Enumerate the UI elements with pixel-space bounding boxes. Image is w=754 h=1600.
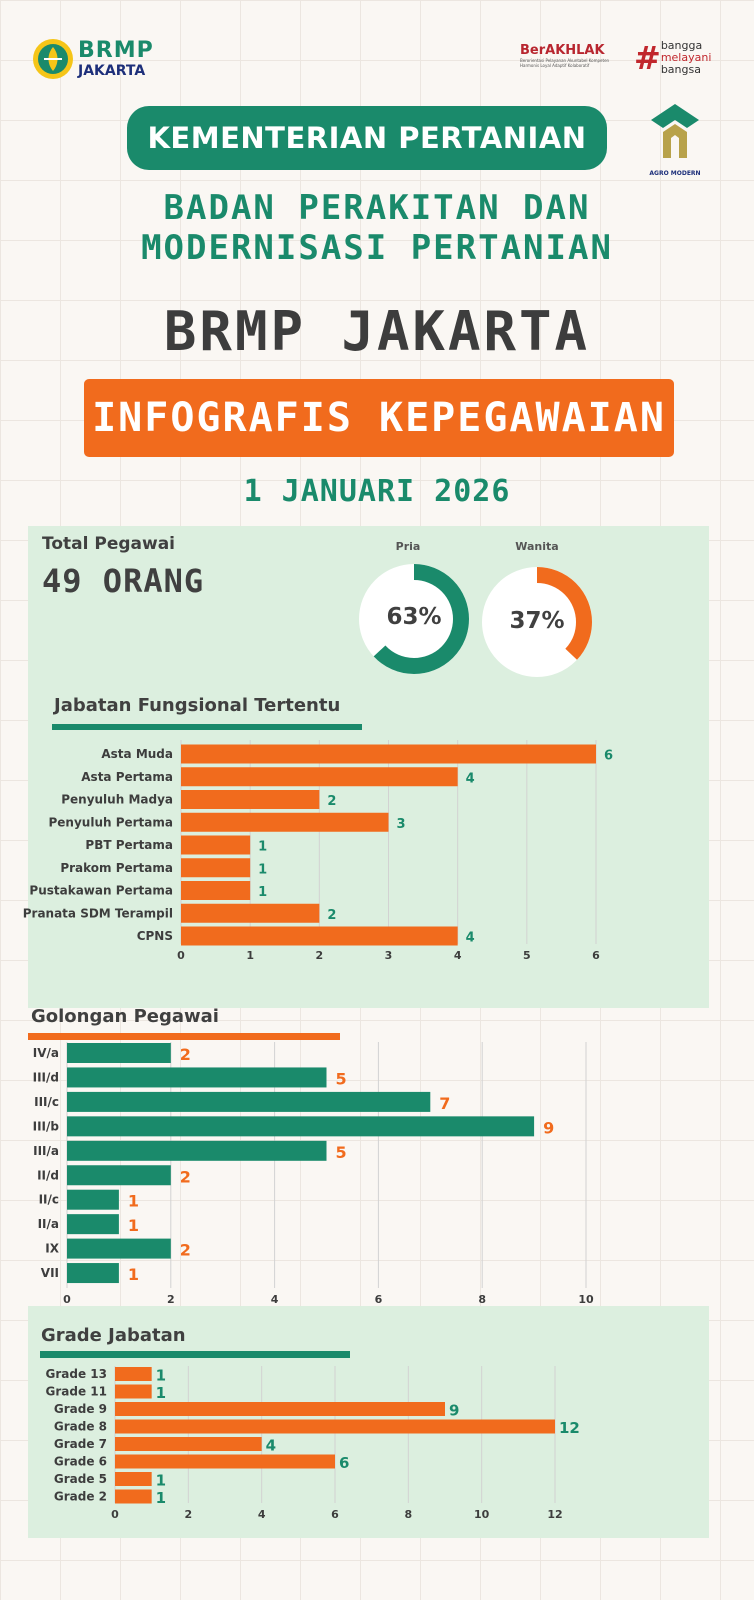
value-label: 6: [339, 1454, 350, 1472]
x-tick-label: 3: [384, 949, 393, 962]
x-tick-label: 5: [523, 949, 531, 962]
berakhlak-text: BerAKHLAK: [520, 43, 605, 58]
category-label: VII: [40, 1266, 59, 1281]
x-tick-label: 0: [63, 1293, 71, 1306]
x-tick-label: 8: [478, 1293, 487, 1306]
bangsa-word: bangsa: [660, 63, 701, 76]
date-label: 1 JANUARI 2026: [243, 474, 511, 509]
kementerian-banner: KEMENTERIAN PERTANIAN: [127, 106, 607, 170]
total-pegawai-value: 49 ORANG: [42, 562, 205, 600]
category-label: II/a: [37, 1217, 59, 1232]
category-label: PBT Pertama: [85, 838, 173, 852]
x-tick-label: 1: [246, 949, 254, 962]
category-label: Grade 7: [53, 1437, 107, 1451]
value-label: 9: [543, 1118, 555, 1138]
category-label: Grade 8: [53, 1419, 107, 1434]
bar: [115, 1455, 335, 1469]
wanita-percent: 37%: [509, 608, 565, 634]
value-label: 1: [155, 1366, 167, 1385]
logo-line1: BRMP: [78, 38, 154, 63]
value-label: 2: [179, 1167, 191, 1187]
value-label: 6: [604, 748, 614, 764]
x-tick-label: 10: [474, 1508, 490, 1521]
category-label: IX: [45, 1241, 59, 1256]
berakhlak-subtext: Berorientasi Pelayanan Akuntabel Kompeten Harmonis Loyal Adaptif Kolaboratif: [520, 58, 610, 68]
category-label: II/c: [38, 1192, 59, 1207]
category-label: Grade 11: [45, 1384, 107, 1399]
value-label: 1: [258, 885, 268, 900]
x-tick-label: 6: [374, 1293, 383, 1306]
value-label: 4: [465, 930, 475, 946]
value-label: 1: [127, 1191, 140, 1211]
value-label: 4: [465, 771, 475, 787]
value-label: 1: [155, 1384, 167, 1402]
agro-modern-label: AGRO MODERN: [649, 170, 701, 177]
value-label: 7: [439, 1093, 451, 1113]
value-label: 1: [127, 1265, 140, 1285]
grade-chart-title: Grade Jabatan: [41, 1325, 186, 1346]
category-label: Asta Pertama: [81, 769, 173, 784]
x-tick-label: 4: [257, 1508, 266, 1521]
badan-line2: MODERNISASI PERTANIAN: [141, 228, 613, 268]
melayani-word: melayani: [660, 51, 712, 64]
value-label: 1: [127, 1216, 140, 1236]
x-tick-label: 8: [404, 1508, 413, 1521]
logo-line2: JAKARTA: [78, 63, 146, 79]
pria-label: Pria: [395, 540, 421, 553]
category-label: IV/a: [32, 1046, 59, 1060]
value-label: 1: [155, 1471, 167, 1490]
category-label: Pranata SDM Terampil: [22, 906, 173, 921]
category-label: III/c: [34, 1094, 59, 1109]
value-label: 2: [327, 794, 337, 809]
category-label: Grade 13: [45, 1367, 107, 1381]
x-tick-label: 10: [578, 1293, 594, 1306]
value-label: 9: [449, 1401, 460, 1420]
category-label: III/a: [33, 1143, 59, 1158]
value-label: 2: [179, 1240, 191, 1260]
category-label: Grade 5: [53, 1472, 107, 1486]
badan-line1: BADAN PERAKITAN DAN: [163, 188, 591, 228]
category-label: Grade 9: [53, 1402, 107, 1416]
bar: [115, 1367, 152, 1381]
value-label: 12: [559, 1419, 580, 1437]
infografis-banner: INFOGRAFIS KEPEGAWAIAN: [84, 379, 674, 457]
x-tick-label: 4: [270, 1293, 279, 1306]
x-tick-label: 0: [177, 949, 185, 962]
category-label: III/d: [32, 1070, 59, 1085]
bar: [115, 1402, 445, 1416]
value-label: 4: [265, 1436, 277, 1455]
bar: [115, 1420, 555, 1434]
value-label: 1: [155, 1489, 167, 1507]
total-pegawai-label: Total Pegawai: [42, 534, 175, 554]
golongan-chart-title: Golongan Pegawai: [31, 1006, 219, 1027]
brmp-jakarta-title: BRMP JAKARTA: [163, 300, 591, 363]
wanita-label: Wanita: [515, 540, 559, 553]
value-label: 5: [335, 1142, 347, 1162]
x-tick-label: 6: [592, 949, 600, 962]
x-tick-label: 2: [315, 949, 324, 962]
category-label: CPNS: [136, 929, 173, 943]
category-label: III/b: [32, 1119, 59, 1134]
x-tick-label: 6: [331, 1508, 339, 1521]
category-label: Penyuluh Pertama: [48, 815, 173, 830]
bangga-word: bangga: [660, 39, 703, 52]
value-label: 2: [327, 907, 337, 923]
bar: [115, 1490, 152, 1504]
jft-chart-title: Jabatan Fungsional Tertentu: [54, 695, 341, 716]
value-label: 3: [396, 816, 406, 832]
hashtag-icon: #: [634, 39, 661, 77]
bar: [115, 1472, 152, 1486]
value-label: 1: [258, 862, 268, 878]
x-tick-label: 0: [111, 1508, 119, 1521]
x-tick-label: 2: [166, 1293, 175, 1306]
category-label: Grade 6: [53, 1454, 107, 1469]
category-label: Asta Muda: [101, 747, 173, 761]
category-label: Penyuluh Madya: [61, 792, 173, 807]
category-label: Grade 2: [53, 1489, 107, 1504]
category-label: Pustakawan Pertama: [29, 883, 173, 898]
x-tick-label: 12: [547, 1508, 563, 1521]
category-label: II/d: [37, 1168, 59, 1183]
value-label: 1: [258, 839, 268, 855]
value-label: 2: [179, 1045, 191, 1064]
x-tick-label: 2: [184, 1508, 193, 1521]
category-label: Prakom Pertama: [60, 860, 173, 875]
pria-percent: 63%: [386, 604, 442, 630]
bar: [115, 1437, 262, 1451]
x-tick-label: 4: [453, 949, 462, 962]
bar: [115, 1385, 152, 1399]
value-label: 5: [335, 1069, 347, 1089]
